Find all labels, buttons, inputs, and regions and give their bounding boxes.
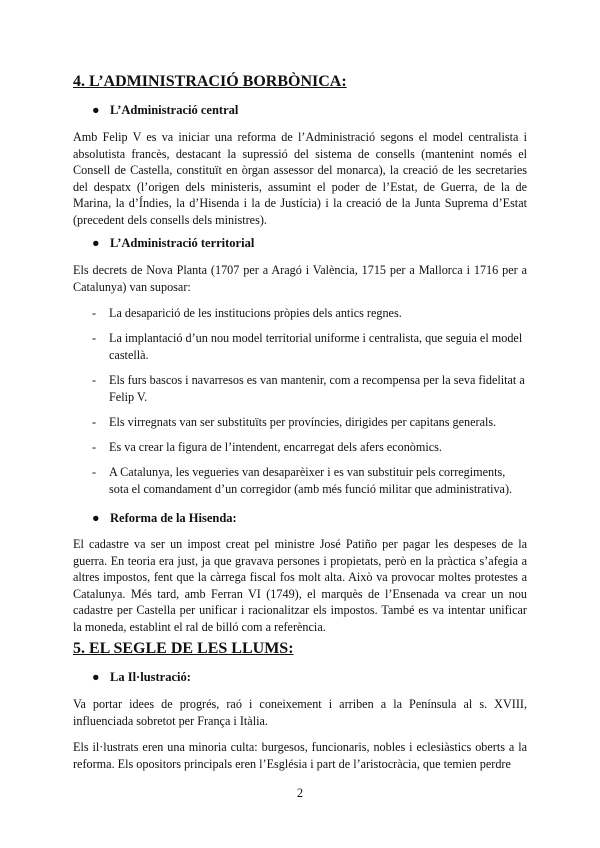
subsection-heading-text: L’Administració central — [110, 103, 239, 117]
subsection-heading-text: La Il·lustració: — [110, 670, 191, 684]
list-item — [92, 372, 527, 405]
subsection-heading-hisenda — [92, 511, 237, 526]
subsection-heading-text: Reforma de la Hisenda: — [110, 511, 237, 525]
list-item — [92, 330, 527, 363]
section-title-5: 5. EL SEGLE DE LES LLUMS: — [73, 640, 294, 657]
dash-icon: - — [92, 415, 97, 429]
paragraph-nova-planta: Els decrets de Nova Planta (1707 per a Aragó i València, 1715 per a Mallorca i 1716 per a Catalunya) van suposar: — [73, 263, 527, 294]
paragraph-hisenda: El cadastre va ser un impost creat pel ministre José Patiño per pagar les despeses de la guerra. En teoria era just, ja que gravava persones i propietats, però en la pràctica s’afegia a altres impostos, fent que la càrrega fiscal fos molt alta. Això va provocar moltes protestes a Catalunya. Més tard, amb Ferran VI (1749), el marquès de l’Ensenada va crear un nou cadastre per Castella per unificar i racionalitzar els impostos. També es va intentar unificar la moneda, establint el ral de billó com a referència. — [73, 537, 527, 634]
bullet-icon: ● — [92, 511, 100, 525]
dash-icon: - — [92, 465, 97, 479]
dash-icon: - — [92, 373, 97, 387]
bullet-icon: ● — [92, 103, 100, 117]
subsection-heading-admin-central — [92, 103, 238, 118]
list-item-text: A Catalunya, les vegueries van desaparèixer i es van substituir pels corregiments, sota el comandament d’un corregidor (amb més funció militar que administrativa). — [109, 465, 513, 496]
dash-icon: - — [92, 331, 97, 345]
list-item-text: Es va crear la figura de l’intendent, encarregat dels afers econòmics. — [109, 440, 442, 454]
list-item-text: Els virregnats van ser substituïts per províncies, dirigides per capitans generals. — [109, 415, 497, 429]
dash-icon: - — [92, 440, 97, 454]
paragraph-illustrats: Els il·lustrats eren una minoria culta: burgesos, funcionaris, nobles i eclesiàstics oberts a la reforma. Els opositors principals eren l’Església i part de l’aristocràcia, que temien perdre — [73, 740, 527, 771]
dash-icon: - — [92, 306, 97, 320]
section-title-4: 4. L’ADMINISTRACIÓ BORBÒNICA: — [73, 73, 347, 90]
paragraph-admin-central: Amb Felip V es va iniciar una reforma de l’Administració segons el model centralista i absolutista francès, destacant la supressió del sistema de consells (mantenint només el Consell de Castella, constituït en òrgan assessor del monarca), la creació de les secretaries del despatx (l’origen dels ministeris, assumint el poder de l’Estat, de Guerra, de la de Marina, la d’Índies, la d’Hisenda i la de Justícia) i la creació de la Junta Suprema d’Estat (precedent dels consells dels ministres). — [73, 130, 527, 227]
list-item-text: Els furs bascos i navarresos es van mantenir, com a recompensa per la seva fidelitat a Felip V. — [109, 373, 525, 404]
list-item — [92, 414, 527, 431]
page-number: 2 — [296, 786, 304, 800]
bullet-icon: ● — [92, 236, 100, 250]
list-item-text: La desaparició de les institucions pròpies dels antics regnes. — [109, 306, 402, 320]
paragraph-illustracio: Va portar idees de progrés, raó i coneixement i arriben a la Península al s. XVIII, influenciada sobretot per França i Itàlia. — [73, 697, 527, 728]
list-item — [92, 464, 527, 497]
list-item — [92, 305, 527, 322]
list-item-text: La implantació d’un nou model territorial uniforme i centralista, que seguia el model castellà. — [109, 331, 523, 362]
subsection-heading-text: L’Administració territorial — [110, 236, 255, 250]
subsection-heading-illustracio — [92, 670, 191, 685]
list-item — [92, 439, 527, 456]
subsection-heading-admin-territorial — [92, 236, 254, 251]
bullet-icon: ● — [92, 670, 100, 684]
